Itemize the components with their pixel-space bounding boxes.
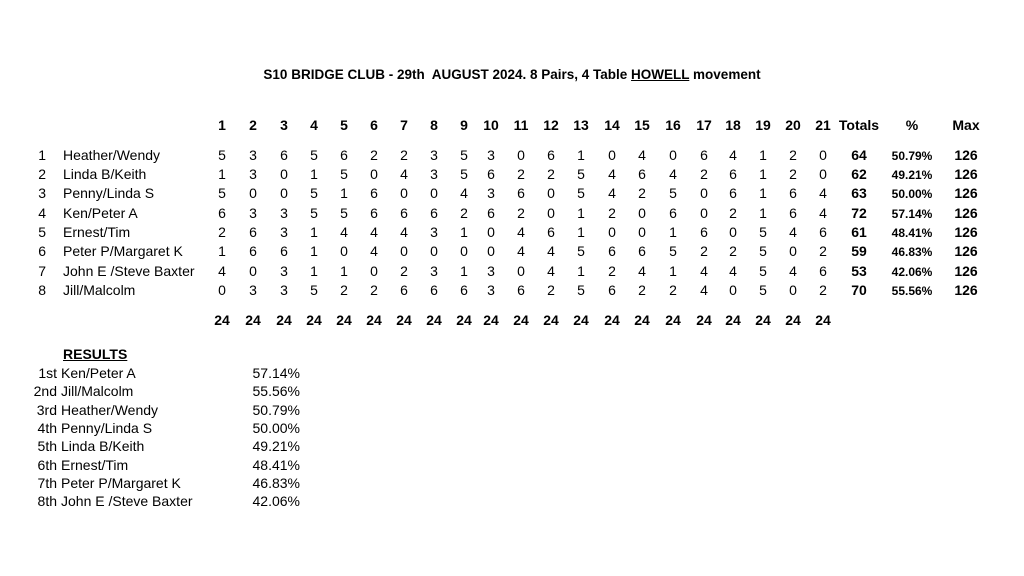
score-cell: 1 — [460, 224, 468, 240]
score-cell: 4 — [608, 166, 616, 182]
score-cell: 6 — [400, 282, 408, 298]
board-header: 1 — [218, 117, 226, 133]
score-cell: 5 — [310, 205, 318, 221]
score-cell: 1 — [577, 147, 585, 163]
score-cell: 1 — [759, 185, 767, 201]
score-cell: 3 — [249, 147, 257, 163]
pair-total: 53 — [851, 263, 867, 279]
board-header: 12 — [543, 117, 559, 133]
score-cell: 4 — [789, 224, 797, 240]
score-cell: 0 — [789, 282, 797, 298]
score-cell: 4 — [400, 224, 408, 240]
result-place: 3rd — [36, 401, 57, 418]
result-name: Penny/Linda S — [61, 419, 153, 436]
score-cell: 3 — [487, 263, 495, 279]
score-cell: 1 — [310, 166, 318, 182]
score-cell: 4 — [340, 224, 348, 240]
score-cell: 1 — [577, 205, 585, 221]
result-place: 1st — [38, 365, 57, 381]
board-total: 24 — [276, 312, 292, 328]
result-percent: 50.79% — [252, 401, 300, 418]
score-cell: 5 — [759, 224, 767, 240]
pair-max: 126 — [954, 205, 978, 221]
score-cell: 4 — [819, 205, 827, 221]
pct-header: % — [905, 117, 919, 133]
board-total: 24 — [665, 312, 681, 328]
results-heading: RESULTS — [63, 346, 128, 362]
board-total: 24 — [245, 312, 261, 328]
score-cell: 4 — [547, 263, 555, 279]
score-cell: 6 — [249, 224, 257, 240]
pair-total: 61 — [851, 224, 867, 240]
score-cell: 5 — [340, 166, 348, 182]
board-header: 20 — [785, 117, 801, 133]
score-cell: 0 — [547, 185, 555, 201]
result-name: Jill/Malcolm — [61, 383, 134, 400]
score-cell: 6 — [608, 243, 616, 259]
score-cell: 6 — [638, 166, 646, 182]
pair-name: John E /Steve Baxter — [63, 263, 195, 279]
score-cell: 2 — [638, 185, 646, 201]
board-total: 24 — [725, 312, 741, 328]
board-total: 24 — [513, 312, 529, 328]
score-cell: 0 — [517, 263, 525, 279]
score-cell: 2 — [700, 243, 708, 259]
score-cell: 6 — [218, 205, 226, 221]
score-cell: 0 — [400, 185, 408, 201]
board-total: 24 — [483, 312, 499, 328]
pair-name: Ken/Peter A — [63, 205, 138, 221]
score-cell: 2 — [547, 282, 555, 298]
score-cell: 4 — [729, 263, 737, 279]
score-cell: 5 — [310, 185, 318, 201]
result-name: Ken/Peter A — [61, 365, 136, 381]
pair-total: 63 — [851, 185, 867, 201]
score-cell: 0 — [218, 282, 226, 298]
score-cell: 5 — [759, 263, 767, 279]
score-cell: 3 — [249, 282, 257, 298]
score-cell: 0 — [400, 243, 408, 259]
score-cell: 5 — [460, 147, 468, 163]
pair-name: Linda B/Keith — [63, 166, 147, 182]
pair-max: 126 — [954, 147, 978, 163]
board-header: 21 — [815, 117, 831, 133]
score-cell: 4 — [638, 147, 646, 163]
score-cell: 3 — [249, 166, 257, 182]
score-cell: 0 — [547, 205, 555, 221]
score-cell: 0 — [638, 205, 646, 221]
score-cell: 0 — [460, 243, 468, 259]
pair-percent: 50.00% — [891, 187, 933, 201]
board-header: 3 — [280, 117, 288, 133]
score-cell: 5 — [577, 185, 585, 201]
score-cell: 6 — [249, 243, 257, 259]
result-percent: 50.00% — [252, 419, 300, 436]
board-total: 24 — [336, 312, 352, 328]
board-header: 6 — [370, 117, 378, 133]
score-cell: 1 — [669, 224, 677, 240]
score-cell: 3 — [487, 147, 495, 163]
result-name: John E /Steve Baxter — [61, 493, 193, 510]
score-cell: 4 — [819, 185, 827, 201]
score-cell: 6 — [638, 243, 646, 259]
max-header: Max — [952, 117, 980, 133]
score-cell: 0 — [729, 282, 737, 298]
result-percent: 42.06% — [252, 493, 300, 510]
score-cell: 2 — [729, 205, 737, 221]
result-percent: 48.41% — [252, 456, 300, 473]
pair-name: Peter P/Margaret K — [63, 243, 183, 259]
pair-total: 64 — [851, 147, 867, 163]
score-cell: 1 — [310, 224, 318, 240]
board-total: 24 — [696, 312, 712, 328]
pair-max: 126 — [954, 282, 978, 298]
score-cell: 1 — [340, 263, 348, 279]
score-cell: 2 — [400, 147, 408, 163]
score-cell: 2 — [547, 166, 555, 182]
score-cell: 4 — [789, 263, 797, 279]
pair-number: 8 — [38, 282, 46, 298]
page-title — [0, 67, 1024, 82]
result-place: 7th — [37, 474, 57, 491]
pair-number: 4 — [38, 205, 46, 221]
result-name: Ernest/Tim — [61, 456, 129, 473]
score-cell: 0 — [669, 147, 677, 163]
board-total: 24 — [214, 312, 230, 328]
score-cell: 0 — [487, 243, 495, 259]
score-cell: 6 — [669, 205, 677, 221]
pair-max: 126 — [954, 185, 978, 201]
pair-max: 126 — [954, 243, 978, 259]
score-cell: 0 — [249, 263, 257, 279]
pair-percent: 55.56% — [891, 284, 933, 298]
board-total: 24 — [785, 312, 801, 328]
board-total: 24 — [306, 312, 322, 328]
score-cell: 3 — [280, 282, 288, 298]
score-cell: 6 — [819, 224, 827, 240]
board-total: 24 — [366, 312, 382, 328]
score-cell: 3 — [430, 147, 438, 163]
score-cell: 0 — [700, 185, 708, 201]
score-cell: 6 — [789, 205, 797, 221]
score-cell: 0 — [789, 243, 797, 259]
score-cell: 0 — [517, 147, 525, 163]
score-cell: 2 — [789, 147, 797, 163]
score-cell: 6 — [517, 282, 525, 298]
score-cell: 5 — [759, 243, 767, 259]
board-total: 24 — [755, 312, 771, 328]
score-cell: 0 — [280, 185, 288, 201]
board-total: 24 — [396, 312, 412, 328]
score-cell: 6 — [487, 166, 495, 182]
result-place: 8th — [37, 493, 57, 510]
score-cell: 1 — [759, 205, 767, 221]
score-cell: 4 — [218, 263, 226, 279]
score-cell: 6 — [700, 224, 708, 240]
pair-name: Ernest/Tim — [63, 224, 131, 240]
score-cell: 5 — [218, 185, 226, 201]
score-cell: 6 — [547, 147, 555, 163]
score-cell: 3 — [430, 166, 438, 182]
score-cell: 2 — [700, 166, 708, 182]
pair-number: 7 — [38, 263, 46, 279]
score-cell: 4 — [669, 166, 677, 182]
score-cell: 4 — [638, 263, 646, 279]
score-cell: 5 — [759, 282, 767, 298]
pair-percent: 48.41% — [891, 226, 933, 240]
score-cell: 5 — [218, 147, 226, 163]
score-cell: 0 — [819, 166, 827, 182]
score-cell: 3 — [487, 282, 495, 298]
score-cell: 0 — [370, 263, 378, 279]
score-cell: 1 — [218, 166, 226, 182]
title-prefix: S10 BRIDGE CLUB - 29th AUGUST 2024. 8 Pairs, 4 Table — [263, 67, 632, 82]
score-cell: 3 — [280, 224, 288, 240]
pair-percent: 49.21% — [891, 168, 933, 182]
board-header: 14 — [604, 117, 620, 133]
score-cell: 6 — [729, 166, 737, 182]
score-cell: 5 — [310, 147, 318, 163]
board-total: 24 — [456, 312, 472, 328]
score-cell: 6 — [400, 205, 408, 221]
pair-percent: 57.14% — [891, 207, 933, 221]
pair-number: 5 — [38, 224, 46, 240]
score-cell: 4 — [400, 166, 408, 182]
board-header: 17 — [696, 117, 712, 133]
result-percent: 57.14% — [252, 365, 300, 381]
score-cell: 3 — [280, 205, 288, 221]
pair-total: 72 — [851, 205, 867, 221]
score-cell: 1 — [310, 243, 318, 259]
pair-total: 70 — [851, 282, 867, 298]
score-cell: 3 — [430, 263, 438, 279]
board-header: 2 — [249, 117, 257, 133]
score-cell: 2 — [729, 243, 737, 259]
result-place: 2nd — [33, 383, 57, 400]
score-cell: 5 — [669, 185, 677, 201]
score-cell: 5 — [577, 282, 585, 298]
score-cell: 0 — [729, 224, 737, 240]
score-cell: 1 — [759, 166, 767, 182]
pair-total: 62 — [851, 166, 867, 182]
board-header: 11 — [513, 117, 529, 133]
board-header: 7 — [400, 117, 408, 133]
score-cell: 6 — [430, 205, 438, 221]
result-place: 5th — [37, 438, 57, 455]
pair-percent: 46.83% — [891, 245, 933, 259]
score-cell: 4 — [608, 185, 616, 201]
pair-name: Penny/Linda S — [63, 185, 155, 201]
score-cell: 2 — [638, 282, 646, 298]
board-header: 16 — [665, 117, 681, 133]
board-header: 9 — [460, 117, 468, 133]
score-cell: 4 — [370, 224, 378, 240]
board-total: 24 — [604, 312, 620, 328]
score-cell: 5 — [460, 166, 468, 182]
score-cell: 4 — [700, 263, 708, 279]
score-cell: 2 — [340, 282, 348, 298]
score-cell: 1 — [577, 224, 585, 240]
board-header: 5 — [340, 117, 348, 133]
title-howell: HOWELL — [631, 67, 690, 82]
score-cell: 6 — [280, 147, 288, 163]
result-name: Linda B/Keith — [61, 438, 145, 455]
score-cell: 6 — [370, 205, 378, 221]
score-cell: 2 — [789, 166, 797, 182]
score-cell: 6 — [487, 205, 495, 221]
score-cell: 1 — [577, 263, 585, 279]
score-cell: 2 — [517, 166, 525, 182]
score-cell: 6 — [547, 224, 555, 240]
pair-max: 126 — [954, 263, 978, 279]
score-cell: 2 — [370, 147, 378, 163]
score-cell: 0 — [608, 147, 616, 163]
pair-max: 126 — [954, 224, 978, 240]
result-percent: 55.56% — [252, 383, 300, 400]
score-cell: 0 — [487, 224, 495, 240]
result-percent: 46.83% — [252, 474, 300, 491]
pair-number: 2 — [38, 166, 46, 182]
totals-header: Totals — [838, 117, 880, 133]
score-cell: 4 — [370, 243, 378, 259]
score-cell: 4 — [700, 282, 708, 298]
pair-number: 1 — [38, 147, 46, 163]
pair-max: 126 — [954, 166, 978, 182]
pair-percent: 50.79% — [891, 149, 933, 163]
score-cell: 6 — [700, 147, 708, 163]
score-cell: 2 — [819, 282, 827, 298]
score-cell: 6 — [608, 282, 616, 298]
score-cell: 0 — [249, 185, 257, 201]
title-suffix: movement — [689, 67, 761, 82]
score-cell: 3 — [487, 185, 495, 201]
score-cell: 5 — [577, 166, 585, 182]
score-cell: 0 — [280, 166, 288, 182]
score-cell: 6 — [729, 185, 737, 201]
board-header: 8 — [430, 117, 438, 133]
score-cell: 0 — [430, 243, 438, 259]
board-total: 24 — [815, 312, 831, 328]
score-cell: 1 — [310, 263, 318, 279]
score-cell: 0 — [819, 147, 827, 163]
score-cell: 2 — [370, 282, 378, 298]
pair-number: 6 — [38, 243, 46, 259]
board-total: 24 — [634, 312, 650, 328]
score-cell: 5 — [577, 243, 585, 259]
score-cell: 6 — [460, 282, 468, 298]
score-cell: 3 — [430, 224, 438, 240]
pair-name: Jill/Malcolm — [63, 282, 136, 298]
score-cell: 0 — [638, 224, 646, 240]
score-cell: 6 — [340, 147, 348, 163]
score-cell: 3 — [249, 205, 257, 221]
score-cell: 1 — [340, 185, 348, 201]
score-cell: 3 — [280, 263, 288, 279]
pair-percent: 42.06% — [891, 265, 933, 279]
score-cell: 5 — [669, 243, 677, 259]
score-cell: 1 — [218, 243, 226, 259]
pair-name: Heather/Wendy — [63, 147, 161, 163]
score-cell: 5 — [340, 205, 348, 221]
score-cell: 1 — [460, 263, 468, 279]
score-cell: 6 — [370, 185, 378, 201]
board-header: 15 — [634, 117, 650, 133]
score-cell: 5 — [310, 282, 318, 298]
score-cell: 0 — [608, 224, 616, 240]
result-place: 4th — [37, 419, 57, 436]
score-cell: 6 — [789, 185, 797, 201]
score-cell: 2 — [669, 282, 677, 298]
result-percent: 49.21% — [252, 438, 300, 455]
score-cell: 0 — [340, 243, 348, 259]
score-cell: 2 — [517, 205, 525, 221]
score-cell: 4 — [547, 243, 555, 259]
score-cell: 4 — [517, 243, 525, 259]
board-total: 24 — [426, 312, 442, 328]
score-cell: 4 — [517, 224, 525, 240]
score-cell: 0 — [430, 185, 438, 201]
score-cell: 2 — [218, 224, 226, 240]
score-cell: 6 — [280, 243, 288, 259]
score-cell: 4 — [460, 185, 468, 201]
score-cell: 6 — [430, 282, 438, 298]
result-name: Heather/Wendy — [61, 401, 159, 418]
board-header: 18 — [725, 117, 741, 133]
score-cell: 0 — [700, 205, 708, 221]
score-cell: 0 — [370, 166, 378, 182]
score-cell: 1 — [669, 263, 677, 279]
score-cell: 6 — [819, 263, 827, 279]
board-header: 19 — [755, 117, 771, 133]
result-name: Peter P/Margaret K — [61, 474, 181, 491]
score-cell: 1 — [759, 147, 767, 163]
pair-total: 59 — [851, 243, 867, 259]
score-cell: 4 — [729, 147, 737, 163]
score-cell: 6 — [517, 185, 525, 201]
board-total: 24 — [573, 312, 589, 328]
board-total: 24 — [543, 312, 559, 328]
board-header: 10 — [483, 117, 499, 133]
score-cell: 2 — [819, 243, 827, 259]
board-header: 13 — [573, 117, 589, 133]
board-header: 4 — [310, 117, 318, 133]
score-cell: 2 — [608, 205, 616, 221]
score-cell: 2 — [608, 263, 616, 279]
pair-number: 3 — [38, 185, 46, 201]
result-place: 6th — [37, 456, 57, 473]
score-cell: 2 — [400, 263, 408, 279]
score-cell: 2 — [460, 205, 468, 221]
